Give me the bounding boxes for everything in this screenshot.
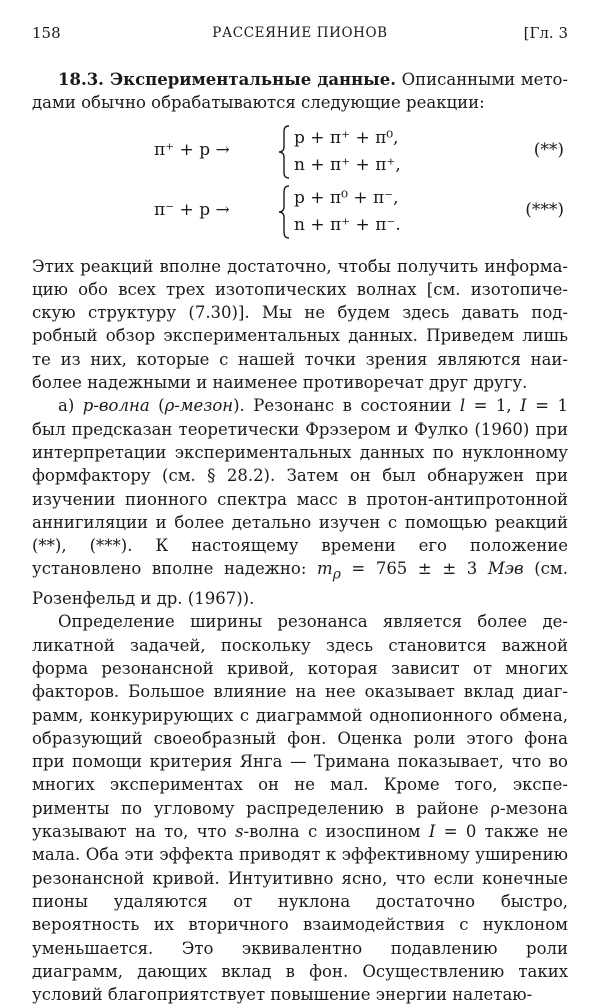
chapter-label: [Гл. 3 xyxy=(523,24,568,42)
text-run: ( xyxy=(149,396,165,416)
math-symbol: m xyxy=(317,559,333,579)
curly-brace-icon xyxy=(278,185,290,239)
item-label-italic: p-волна xyxy=(82,396,150,416)
unit-label: Мэв xyxy=(487,559,524,579)
equation-tag: (***) xyxy=(525,199,564,220)
text-run: = 1 был предсказан теоретически Фрэзером и Фулко (1960) при интерпретации экспериментальных данных по нуклонному формфактору (см. § 28.2). Затем он был обнаружен при изучении пионного спектра масс в протон-антипротонной аннигиляции и более детально изучен с помощью реакций (**), (***). К настоящему времени его положение установлено вполне надежно: xyxy=(32,396,568,579)
page-number: 158 xyxy=(32,24,61,42)
running-head xyxy=(32,22,568,44)
equation-lhs: π⁻ + p → xyxy=(154,199,230,220)
paragraph-1: Этих реакций вполне достаточно, чтобы получить информацию обо всех трех изотопических волнах [см. изотопическую структуру (7.30)]. Мы не будем здесь давать подробный обзор экспериментальных данных. Приведем лишь те из них, которые с нашей точки зрения являются наиболее надежными и наименее противоречат друг другу. xyxy=(32,256,568,393)
math-symbol: I xyxy=(428,822,436,842)
text-run: = 765 ± ± 3 xyxy=(340,559,488,579)
equation-case: p + π⁰ + π⁻, xyxy=(294,187,399,208)
curly-brace-icon xyxy=(278,125,290,179)
equation-row xyxy=(32,125,568,179)
section-intro-text: Описанными методами обычно обрабатываются следующие реакции: xyxy=(32,70,568,113)
main-text xyxy=(32,68,568,1006)
meson-name: ρ-мезон xyxy=(164,396,234,416)
equation-tag: (**) xyxy=(533,139,564,160)
equation-cases xyxy=(294,125,401,179)
paragraph-3 xyxy=(32,610,568,1006)
text-run: (см. Розенфельд и др. (1967)). xyxy=(32,559,568,609)
equation-case: n + π⁺ + π⁺, xyxy=(294,154,401,175)
math-symbol: I xyxy=(520,396,527,416)
running-head-title: РАССЕЯНИЕ ПИОНОВ xyxy=(212,25,388,41)
section-intro xyxy=(32,68,568,115)
equation-lhs: π⁺ + p → xyxy=(154,139,230,160)
equation-cases xyxy=(294,185,401,239)
text-run: ). Резонанс в состоянии xyxy=(233,396,460,416)
book-page xyxy=(32,22,568,1005)
text-run: = 1, xyxy=(465,396,521,416)
item-label: а) xyxy=(58,396,83,416)
text-run: = 0 также не мала. Оба эти эффекта приводят к эффективному уширению резонансной кривой. Интуитивно ясно, что если конечные пионы удаляются от нуклона достаточно быстро, вероятность их вторичного взаимодействия с нуклоном уменьшается. Это эквивалентно подавлению роли диаграмм, дающих вклад в фон. Осуществлению таких условий благоприятствует повышение энергии налетаю- xyxy=(32,822,568,1005)
paragraph-2 xyxy=(32,394,568,610)
math-subscript: ρ xyxy=(332,566,341,583)
math-symbol: l xyxy=(459,396,466,416)
math-symbol: s xyxy=(235,822,244,842)
equation-case: p + π⁺ + π⁰, xyxy=(294,127,399,148)
equation-case: n + π⁺ + π⁻. xyxy=(294,214,401,235)
section-heading: 18.3. Экспериментальные данные. xyxy=(58,70,396,89)
equation-block xyxy=(32,121,568,249)
equation-row xyxy=(32,185,568,239)
text-run: Определение ширины резонанса является более деликатной задачей, поскольку здесь становится важной форма резонансной кривой, которая зависит от многих факторов. Большое влияние на нее оказывает вклад диаграмм, конкурирующих с диаграммой однопионного обмена, образующий своеобразный фон. Оценка роли этого фона при помощи критерия Янга — Тримана показывает, что во многих экспериментах он не мал. Кроме того, эксперименты по угловому распределению в районе ρ-мезона указывают на то, что xyxy=(32,612,568,842)
text-run: -волна с изоспином xyxy=(243,822,429,842)
